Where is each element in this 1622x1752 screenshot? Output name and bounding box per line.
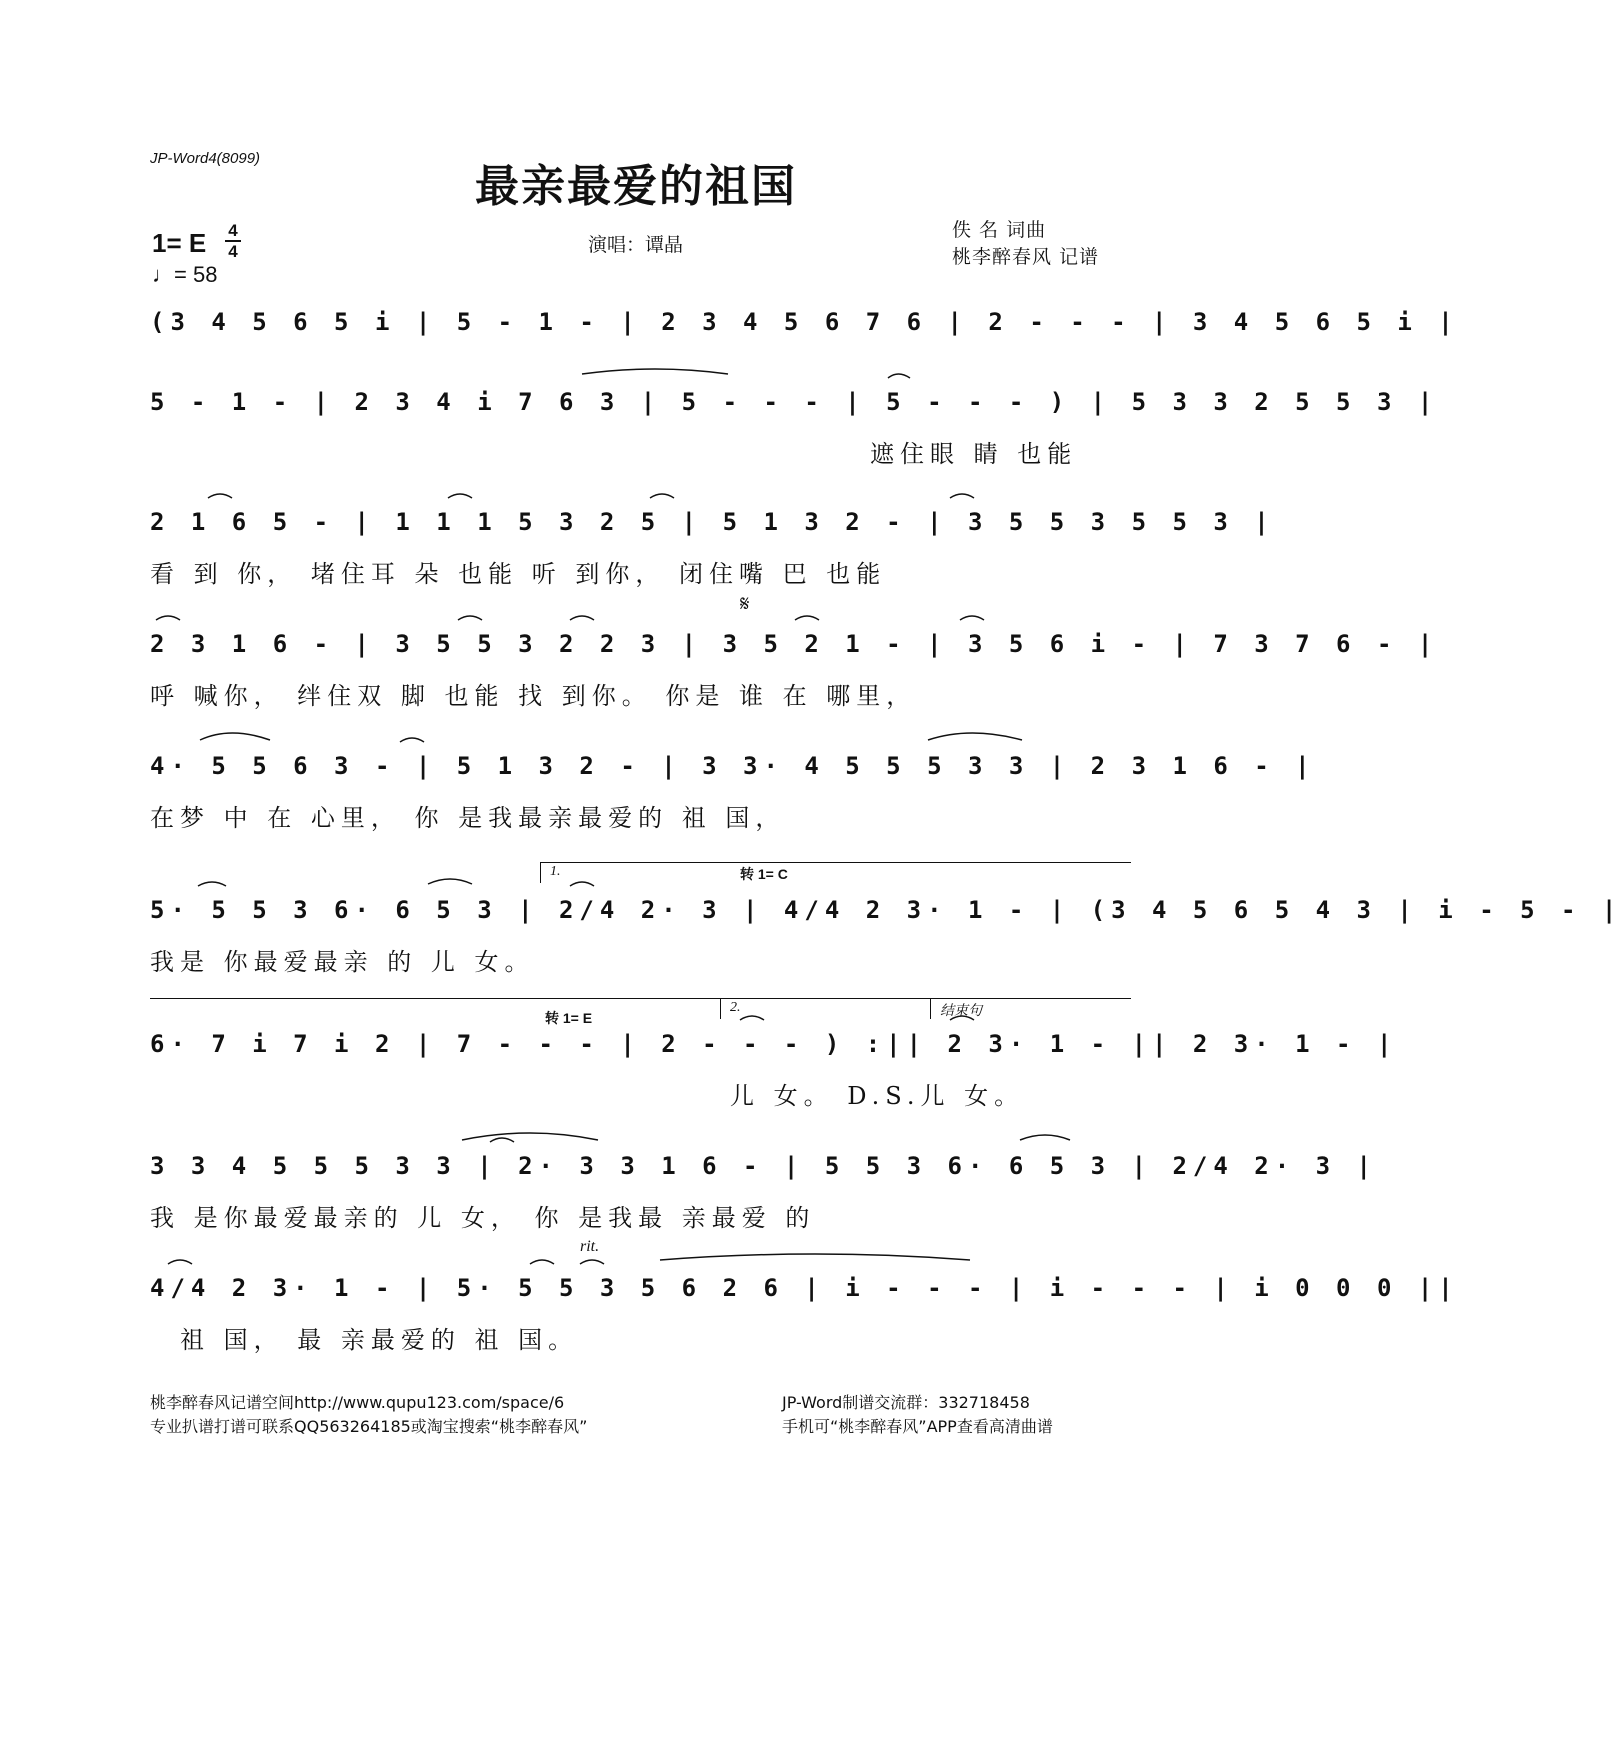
staff-lyrics: 祖 国， 最 亲最爱的 祖 国。 bbox=[180, 1326, 579, 1354]
ending-bracket-1 bbox=[540, 862, 1131, 883]
software-label: JP-Word4(8099) bbox=[150, 150, 261, 167]
staff-notes: (3 4 5 6 5 i | 5 - 1 - | 2 3 4 5 6 7 6 | 2 - - - | 3 4 5 6 5 i | bbox=[150, 308, 1459, 336]
staff-notes: 2 1 6 5 - | 1 1 1 5 3 2 5 | 5 1 3 2 - | 3 5 5 3 5 5 3 | bbox=[150, 508, 1275, 536]
key-signature: 1= E bbox=[152, 228, 207, 258]
ending-1-label: 1. bbox=[550, 864, 561, 879]
footer-right-line2: 手机可“桃李醉春风”APP查看高清曲谱 bbox=[782, 1417, 1053, 1436]
staff-lyrics: 呼 喊你， 绊住双 脚 也能 找 到你。 你是 谁 在 哪里， bbox=[150, 682, 917, 710]
staff-notes: 4/4 2 3· 1 - | 5· 5 5 3 5 6 2 6 | i - - - | i - - - | i 0 0 0 || bbox=[150, 1274, 1459, 1302]
staff-lyrics: 看 到 你， 堵住耳 朵 也能 听 到你， 闭住嘴 巴 也能 bbox=[150, 560, 887, 588]
staff-lyrics: 遮住眼 睛 也能 bbox=[870, 440, 1078, 468]
staff-notes: 3 3 4 5 5 5 3 3 | 2· 3 3 1 6 - | 5 5 3 6· 6 5 3 | 2/4 2· 3 | bbox=[150, 1152, 1377, 1180]
key-change-c: 转 1= C bbox=[740, 866, 788, 882]
staff-notes: 5 - 1 - | 2 3 4 i 7 6 3 | 5 - - - | 5 - - - ) | 5 3 3 2 5 5 3 | bbox=[150, 388, 1439, 416]
staff-notes: 6· 7 i 7 i 2 | 7 - - - | 2 - - - ) :|| 2 3· 1 - || 2 3· 1 - | bbox=[150, 1030, 1398, 1058]
tempo-marking: ♩= 58 bbox=[152, 262, 218, 287]
transcriber-credit: 桃李醉春风 记谱 bbox=[952, 246, 1100, 268]
staff-notes: 4· 5 5 6 3 - | 5 1 3 2 - | 3 3· 4 5 5 5 3 3 | 2 3 1 6 - | bbox=[150, 752, 1316, 780]
footer-left-line2: 专业扒谱打谱可联系QQ563264185或淘宝搜索“桃李醉春风” bbox=[150, 1417, 588, 1436]
segno-mark: 𝄋 bbox=[740, 592, 750, 617]
composer-credit: 佚 名 词曲 bbox=[952, 219, 1047, 241]
key-change-e: 转 1= E bbox=[545, 1010, 593, 1026]
footer-right-line1: JP-Word制谱交流群：332718458 bbox=[782, 1393, 1030, 1412]
staff-notes: 5· 5 5 3 6· 6 5 3 | 2/4 2· 3 | 4/4 2 3· 1 - | (3 4 5 6 5 4 3 | i - 5 - | bbox=[150, 896, 1622, 924]
rit-marking: rit. bbox=[580, 1238, 600, 1255]
time-signature-top: 4 bbox=[228, 221, 238, 240]
performer-credit: 演唱：谭晶 bbox=[588, 234, 684, 256]
time-signature bbox=[224, 222, 242, 260]
ending-2-label: 2. bbox=[730, 1000, 741, 1015]
staff-lyrics: 儿 女。 D.S.儿 女。 bbox=[730, 1082, 1025, 1110]
staff-lyrics: 我是 你最爱最亲 的 儿 女。 bbox=[150, 948, 535, 976]
staff-lyrics: 在梦 中 在 心里， 你 是我最亲最爱的 祖 国， bbox=[150, 804, 786, 832]
coda-label: 结束句 bbox=[940, 1004, 982, 1019]
footer-left-line1: 桃李醉春风记谱空间http://www.qupu123.com/space/6 bbox=[150, 1393, 565, 1412]
song-title: 最亲最爱的祖国 bbox=[475, 161, 797, 212]
time-signature-bottom: 4 bbox=[228, 242, 238, 261]
staff-notes: 2 3 1 6 - | 3 5 5 3 2 2 3 | 3 5 2 1 - | 3 5 6 i - | 7 3 7 6 - | bbox=[150, 630, 1439, 658]
staff-lyrics: 我 是你最爱最亲的 儿 女， 你 是我最 亲最爱 的 bbox=[150, 1204, 816, 1232]
